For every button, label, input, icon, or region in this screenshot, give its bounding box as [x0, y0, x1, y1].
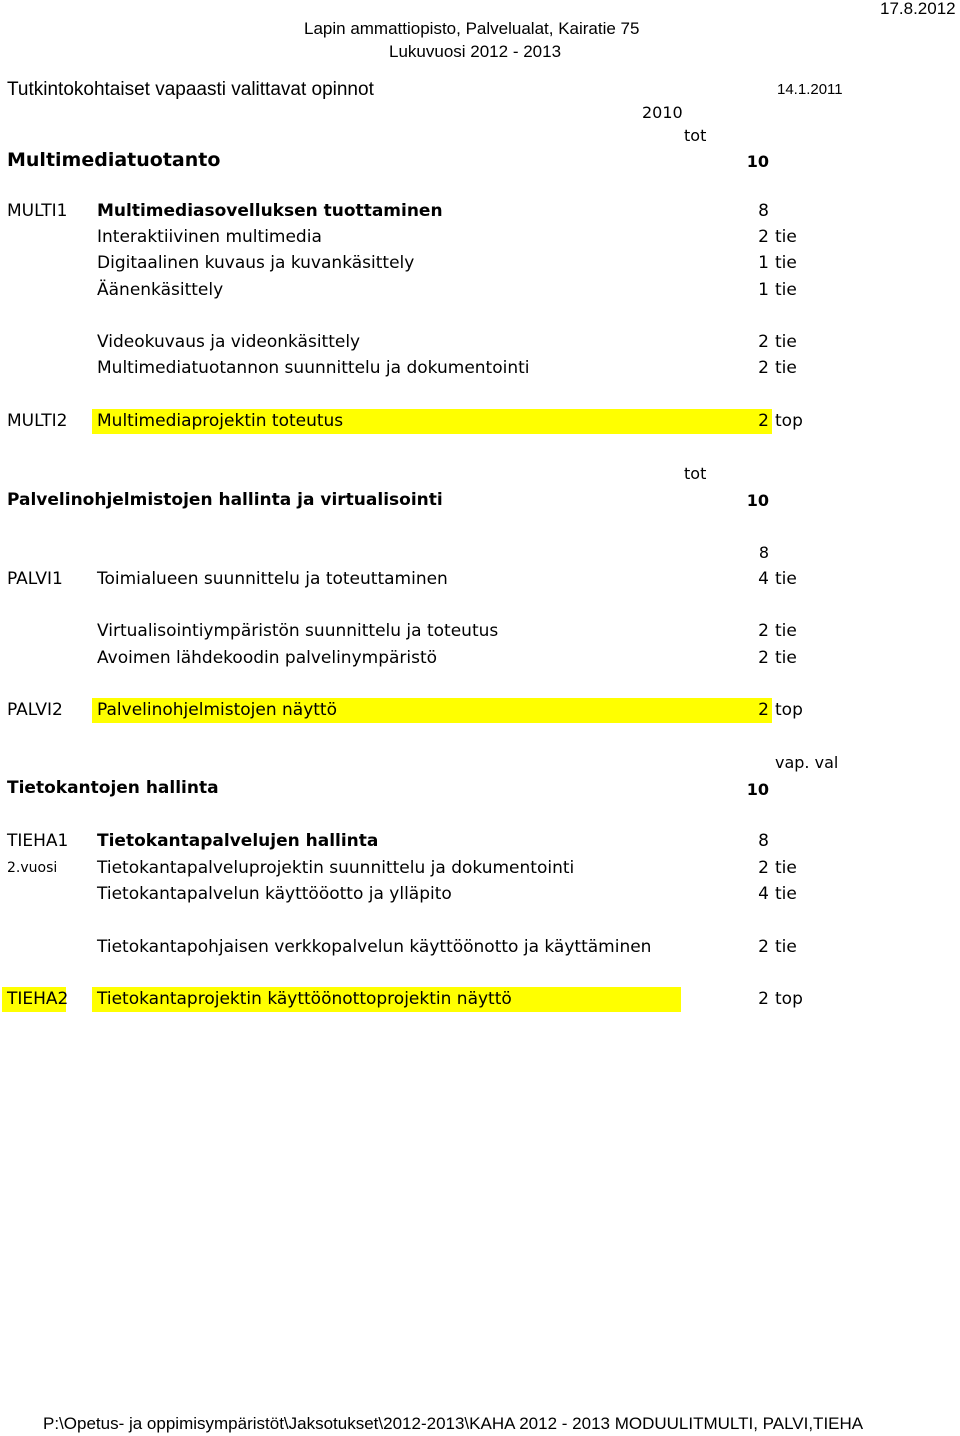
module-title: Multimediasovelluksen tuottaminen — [97, 201, 443, 221]
column-header-tot: tot — [684, 126, 707, 145]
course-points: 2 — [758, 358, 769, 378]
course-points: 2 — [758, 227, 769, 247]
module-title: Tietokantaprojektin käyttöönottoprojektin näyttö — [97, 989, 512, 1009]
institution: Lapin ammattiopisto, Palvelualat, Kairatie 75 — [304, 19, 640, 38]
column-header-vap-val: vap. val — [775, 753, 839, 772]
course-type: tie — [775, 332, 797, 352]
module-title: Multimediaprojektin toteutus — [97, 411, 344, 431]
module-type: top — [775, 411, 803, 431]
course-points: 2 — [758, 937, 769, 957]
module-code: MULTI2 — [7, 411, 68, 431]
course-points: 1 — [758, 253, 769, 273]
course-name: Multimediatuotannon suunnittelu ja dokumentointi — [97, 358, 530, 378]
course-points: 2 — [758, 332, 769, 352]
module-points: 8 — [758, 831, 769, 851]
course-name: Digitaalinen kuvaus ja kuvankäsittely — [97, 253, 415, 273]
school-year: Lukuvuosi 2012 - 2013 — [389, 42, 562, 61]
course-name: Tietokantapalvelun käyttööotto ja ylläpito — [97, 884, 452, 904]
module-title: Toimialueen suunnittelu ja toteuttaminen — [97, 569, 448, 589]
module-points-total: 8 — [758, 543, 769, 562]
course-type: tie — [775, 280, 797, 300]
course-type: tie — [775, 937, 797, 957]
module-points: 2 — [758, 700, 769, 720]
course-type: tie — [775, 227, 797, 247]
module-points: 2 — [758, 411, 769, 431]
course-name: Avoimen lähdekoodin palvelinympäristö — [97, 648, 438, 668]
module-code: TIEHA1 — [7, 831, 69, 851]
print-date: 17.8.2012 — [880, 0, 956, 18]
module-points: 2 — [758, 989, 769, 1009]
course-type: tie — [775, 884, 797, 904]
document-date: 14.1.2011 — [777, 81, 843, 98]
module-code-note: 2.vuosi — [7, 860, 58, 876]
course-points: 1 — [758, 280, 769, 300]
course-type: tie — [775, 253, 797, 273]
section-total: 10 — [746, 152, 769, 171]
module-points: 4 — [758, 569, 769, 589]
module-code: PALVI2 — [7, 700, 63, 720]
module-title: Palvelinohjelmistojen näyttö — [97, 700, 338, 720]
course-points: 4 — [758, 884, 769, 904]
module-title: Tietokantapalvelujen hallinta — [97, 831, 379, 851]
footer-path: P:\Opetus- ja oppimisympäristöt\Jaksotukset\2012-2013\KAHA 2012 - 2013 MODUULITMULTI, PALVI,TIEHA — [43, 1414, 864, 1433]
section-title-palvelin: Palvelinohjelmistojen hallinta ja virtualisointi — [7, 490, 443, 510]
module-code: PALVI1 — [7, 569, 63, 589]
course-name: Virtualisointiympäristön suunnittelu ja toteutus — [97, 621, 499, 641]
course-name: Videokuvaus ja videonkäsittely — [97, 332, 361, 352]
column-header-tot: tot — [684, 464, 707, 483]
module-type: top — [775, 700, 803, 720]
module-type: top — [775, 989, 803, 1009]
course-type: tie — [775, 358, 797, 378]
section-title-tietokanta: Tietokantojen hallinta — [7, 778, 219, 798]
course-type: tie — [775, 858, 797, 878]
module-points: 8 — [758, 201, 769, 221]
section-total: 10 — [746, 491, 769, 510]
course-name: Tietokantapalveluprojektin suunnittelu ja dokumentointi — [97, 858, 575, 878]
course-name: Tietokantapohjaisen verkkopalvelun käyttöönotto ja käyttäminen — [97, 937, 652, 957]
module-code: TIEHA2 — [7, 989, 69, 1009]
section-title-multimedia: Multimediatuotanto — [7, 149, 221, 171]
course-points: 2 — [758, 858, 769, 878]
document-title: Tutkintokohtaiset vapaasti valittavat opinnot — [7, 79, 374, 100]
year-label: 2010 — [642, 103, 683, 122]
section-total: 10 — [746, 780, 769, 799]
course-points: 2 — [758, 621, 769, 641]
course-type: tie — [775, 648, 797, 668]
course-points: 2 — [758, 648, 769, 668]
module-type: tie — [775, 569, 797, 589]
course-type: tie — [775, 621, 797, 641]
course-name: Interaktiivinen multimedia — [97, 227, 322, 247]
course-name: Äänenkäsittely — [97, 280, 224, 300]
module-code: MULTI1 — [7, 201, 68, 221]
